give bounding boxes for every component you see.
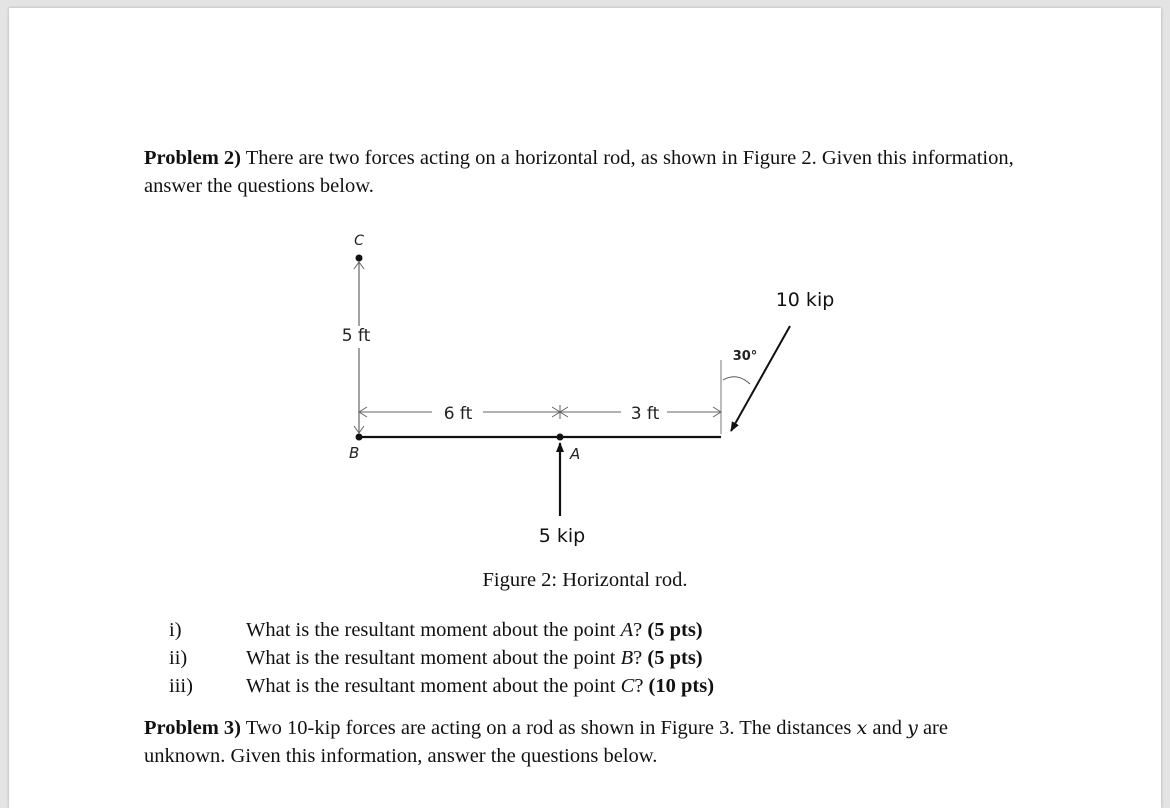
point-c-label: C xyxy=(354,233,364,249)
point-b-dot xyxy=(356,434,363,441)
problem-3-text: Two 10-kip forces are acting on a rod as shown in Figure 3. The distances xyxy=(240,717,857,739)
question-number: i) xyxy=(169,619,182,641)
force-bottom-label: 5 kip xyxy=(538,525,586,547)
dim-vertical-label: 5 ft xyxy=(341,326,371,346)
question-text: What is the resultant moment about the point C? (10 pts) xyxy=(246,675,715,697)
dim-left-label: 6 ft xyxy=(443,404,473,424)
force-top-label: 10 kip xyxy=(775,289,835,311)
problem-3-label: Problem 3) xyxy=(144,717,241,739)
figure-2-caption: Figure 2: Horizontal rod. xyxy=(482,569,688,591)
force-10-kip-arrow xyxy=(731,326,790,431)
figure-2-diagram xyxy=(9,8,1161,568)
question-text: What is the resultant moment about the point A? (5 pts) xyxy=(246,619,703,641)
problem-2-text: There are two forces acting on a horizontal rod, as shown in Figure 2. Given this information, answer the questions below. xyxy=(144,147,1014,197)
point-c-dot xyxy=(356,255,363,262)
question-number: ii) xyxy=(169,647,188,669)
question-text: What is the resultant moment about the point B? (5 pts) xyxy=(246,647,703,669)
point-a-label: A xyxy=(570,445,581,463)
point-a-dot xyxy=(557,434,564,441)
document-page xyxy=(9,8,1161,808)
variable-x: x xyxy=(856,717,868,739)
dim-right-label: 3 ft xyxy=(630,404,660,424)
angle-label: 30° xyxy=(732,349,758,364)
variable-y: y xyxy=(907,717,918,739)
problem-3-paragraph: Problem 3) Two 10-kip forces are acting on a rod as shown in Figure 3. The distances x and y are unknown. Given this information, answer the questions below. xyxy=(144,717,948,767)
angle-arc xyxy=(723,377,750,384)
question-number: iii) xyxy=(169,675,193,697)
problem-2-label: Problem 2) xyxy=(144,147,241,169)
point-b-label: B xyxy=(349,444,360,462)
